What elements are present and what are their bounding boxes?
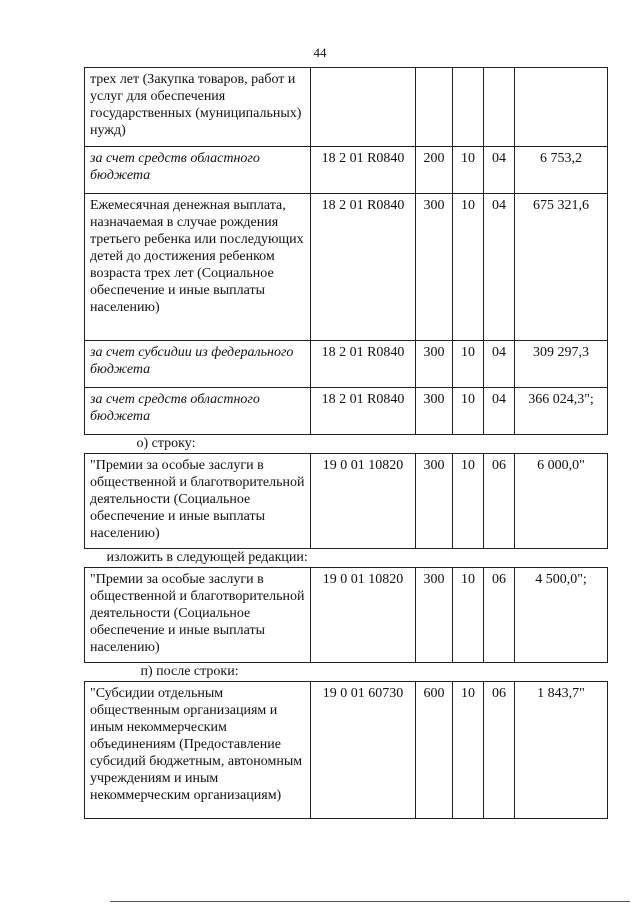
row-rz [453, 68, 484, 147]
row-vr: 300 [416, 194, 453, 341]
row-sum: 675 321,6 [515, 194, 608, 341]
row-sum: 1 843,7" [515, 682, 608, 819]
row-code: 18 2 01 R0840 [311, 194, 416, 341]
row-vr: 300 [416, 388, 453, 435]
row-code: 19 0 01 60730 [311, 682, 416, 819]
row-text: за счет субсидии из федерального бюджета [85, 341, 311, 388]
row-rz: 10 [453, 147, 484, 194]
row-rz: 10 [453, 341, 484, 388]
row-pr: 04 [484, 194, 515, 341]
table-row [85, 194, 608, 341]
table-row [85, 388, 608, 435]
row-text: "Премии за особые заслуги в общественной и благотворительной деятельности (Социальное обеспечение и иные выплаты населению) [85, 454, 311, 549]
table-row [85, 147, 608, 194]
row-pr: 04 [484, 147, 515, 194]
row-rz: 10 [453, 454, 484, 549]
row-pr: 06 [484, 454, 515, 549]
row-code: 18 2 01 R0840 [311, 341, 416, 388]
row-text: "Премии за особые заслуги в общественной и благотворительной деятельности (Социальное обеспечение и иные выплаты населению) [85, 568, 311, 663]
budget-table [84, 67, 608, 819]
instruction-row [85, 435, 608, 454]
table-row [85, 682, 608, 819]
row-pr: 06 [484, 682, 515, 819]
row-pr: 06 [484, 568, 515, 663]
row-sum [515, 68, 608, 147]
instruction-p: п) после строки: [140, 664, 239, 679]
instruction-row [85, 663, 608, 682]
row-text: "Субсидии отдельным общественным организациям и иным некоммерческим объединениям (Предоставление субсидий бюджетным, автономным учреждениям и иным некоммерческим организациям) [85, 682, 311, 819]
row-code: 19 0 01 10820 [311, 454, 416, 549]
row-rz: 10 [453, 568, 484, 663]
row-pr: 04 [484, 388, 515, 435]
row-pr [484, 68, 515, 147]
row-rz: 10 [453, 194, 484, 341]
row-sum: 6 000,0" [515, 454, 608, 549]
scan-artifact-line [110, 901, 630, 902]
row-sum: 366 024,3"; [515, 388, 608, 435]
instruction-o: о) строку: [136, 436, 196, 451]
row-vr: 300 [416, 454, 453, 549]
row-vr: 300 [416, 341, 453, 388]
table-row [85, 454, 608, 549]
row-vr: 300 [416, 568, 453, 663]
row-text: трех лет (Закупка товаров, работ и услуг для обеспечения государственных (муниципальных) нужд) [85, 68, 311, 147]
row-code: 19 0 01 10820 [311, 568, 416, 663]
row-pr: 04 [484, 341, 515, 388]
row-vr: 200 [416, 147, 453, 194]
row-text: за счет средств областного бюджета [85, 388, 311, 435]
row-code: 18 2 01 R0840 [311, 147, 416, 194]
row-rz: 10 [453, 682, 484, 819]
row-vr: 600 [416, 682, 453, 819]
row-rz: 10 [453, 388, 484, 435]
row-code: 18 2 01 R0840 [311, 388, 416, 435]
instruction-row [85, 549, 608, 568]
row-sum: 4 500,0"; [515, 568, 608, 663]
row-vr [416, 68, 453, 147]
row-text: за счет средств областного бюджета [85, 147, 311, 194]
table-row [85, 341, 608, 388]
page-number: 44 [313, 45, 327, 60]
table-row [85, 68, 608, 147]
row-sum: 6 753,2 [515, 147, 608, 194]
row-text: Ежемесячная денежная выплата, назначаемая в случае рождения третьего ребенка или последующих детей до достижения ребенком возраста трех лет (Социальное обеспечение и иные выплаты населению) [85, 194, 311, 341]
row-code [311, 68, 416, 147]
table-row [85, 568, 608, 663]
row-sum: 309 297,3 [515, 341, 608, 388]
instruction-replace: изложить в следующей редакции: [106, 550, 308, 565]
